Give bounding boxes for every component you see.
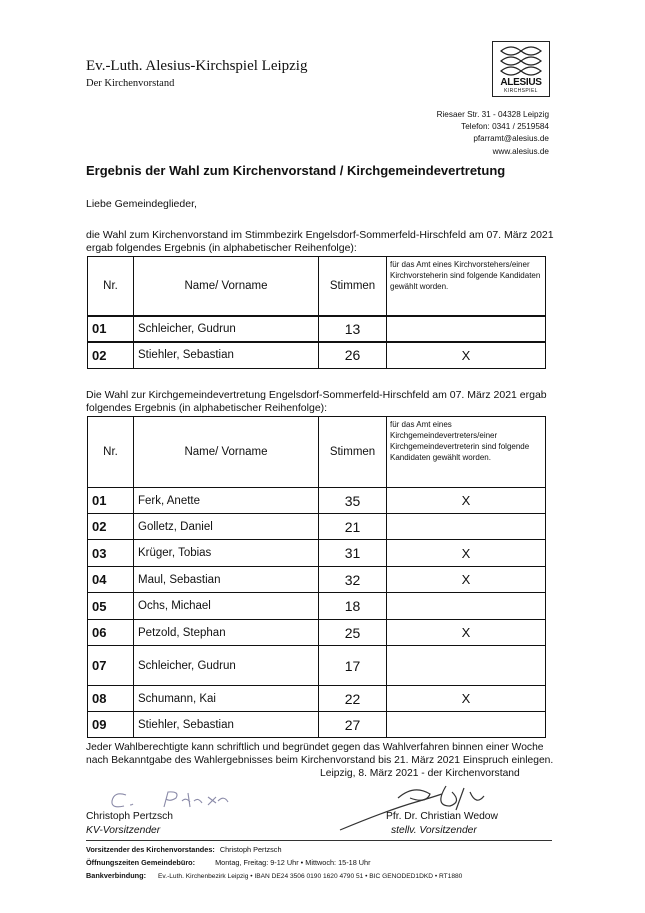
column-header-votes: Stimmen <box>319 257 387 316</box>
row-number: 04 <box>88 567 134 593</box>
row-number: 01 <box>88 488 134 514</box>
candidate-name-text: Schleicher, Gudrun <box>138 659 236 672</box>
row-number: 07 <box>88 646 134 686</box>
table-row <box>88 567 546 593</box>
objection-notice: Jeder Wahlberechtigte kann schriftlich und begründet gegen das Wahlverfahren binnen einer Woche nach Bekanntgabe des Wahlergebnisses beim Kirchenvorstand bis 21. März 2021 Einspruch einlegen. <box>86 742 554 767</box>
vote-count: 27 <box>319 712 387 738</box>
elected-mark: X <box>387 567 546 593</box>
place-date: Leipzig, 8. März 2021 - der Kirchenvorstand <box>316 768 520 779</box>
knot-icon <box>497 45 545 77</box>
candidate-name: Golletz, Daniel <box>134 514 319 540</box>
column-header-votes: Stimmen <box>319 417 387 488</box>
row-number: 05 <box>88 593 134 620</box>
vote-count: 13 <box>319 316 387 342</box>
vote-count: 35 <box>319 488 387 514</box>
table-header-row <box>88 417 546 488</box>
column-header-name: Name/ Vorname <box>134 257 319 316</box>
table-row <box>88 316 546 342</box>
table-row <box>88 712 546 738</box>
signer-right-name: Pfr. Dr. Christian Wedow <box>386 811 498 822</box>
table-row <box>88 342 546 369</box>
organization-unit: Der Kirchenvorstand <box>86 78 175 89</box>
table-row <box>88 593 546 620</box>
elected-mark: X <box>387 488 546 514</box>
salutation: Liebe Gemeindeglieder, <box>86 198 197 210</box>
table-row <box>88 514 546 540</box>
vote-count: 25 <box>319 620 387 646</box>
address-email[interactable]: pfarramt@alesius.de <box>473 134 549 144</box>
elected-mark: X <box>387 540 546 567</box>
table-header-row <box>88 257 546 316</box>
vote-count: 32 <box>319 567 387 593</box>
signer-right-role: stellv. Vorsitzender <box>391 825 477 836</box>
candidate-name: Ferk, Anette <box>134 488 319 514</box>
candidate-name: Petzold, Stephan <box>134 620 319 646</box>
signer-left-name: Christoph Pertzsch <box>86 811 173 822</box>
address-phone: Telefon: 0341 / 2519584 <box>461 122 549 132</box>
footer-hours-label: Öffnungszeiten Gemeindebüro: <box>86 858 196 867</box>
column-header-name: Name/ Vorname <box>134 417 319 488</box>
candidate-name: Schleicher, Gudrun <box>134 316 319 342</box>
kirchgemeindevertretung-results-table <box>87 416 546 738</box>
signer-left-role: KV-Vorsitzender <box>86 825 161 836</box>
kirchenvorstand-results-table <box>87 256 546 369</box>
section1-intro: die Wahl zum Kirchenvorstand im Stimmbezirk Engelsdorf-Sommerfeld-Hirschfeld am 07. März 2021 ergab folgendes Ergebnis (in alphabetischer Reihenfolge): <box>86 229 554 254</box>
footer-chair-value: Christoph Pertzsch <box>219 845 282 854</box>
page-title: Ergebnis der Wahl zum Kirchenvorstand / Kirchgemeindevertretung <box>86 163 506 178</box>
column-header-nr: Nr. <box>88 417 134 488</box>
logo-text: ALESIUS <box>500 77 542 88</box>
vote-count: 17 <box>319 646 387 686</box>
table-row <box>88 646 546 686</box>
candidate-name <box>134 646 319 686</box>
candidate-name: Krüger, Tobias <box>134 540 319 567</box>
column-header-elected-note: für das Amt eines Kirchvorstehers/einer Kirchvorsteherin sind folgende Kandidaten gewählt worden. <box>387 257 546 316</box>
table-row <box>88 620 546 646</box>
vote-count: 18 <box>319 593 387 620</box>
column-header-nr: Nr. <box>88 257 134 316</box>
address-block <box>437 109 549 158</box>
footer-hours-value: Montag, Freitag: 9-12 Uhr • Mittwoch: 15-18 Uhr <box>215 858 371 867</box>
footer-divider <box>86 840 552 841</box>
elected-mark <box>387 712 546 738</box>
elected-mark: X <box>387 342 546 369</box>
vote-count: 22 <box>319 686 387 712</box>
candidate-name: Ochs, Michael <box>134 593 319 620</box>
elected-mark: X <box>387 620 546 646</box>
elected-mark <box>387 316 546 342</box>
vote-count: 31 <box>319 540 387 567</box>
vote-count: 21 <box>319 514 387 540</box>
row-number: 09 <box>88 712 134 738</box>
footer-bank-value: Ev.-Luth. Kirchenbezirk Leipzig • IBAN DE24 3506 0190 1620 4790 51 • BIC GENODED1DKD • RT1880 <box>158 873 463 880</box>
alesius-logo <box>492 41 550 97</box>
row-number: 02 <box>88 342 134 369</box>
candidate-name: Stiehler, Sebastian <box>134 342 319 369</box>
candidate-name: Maul, Sebastian <box>134 567 319 593</box>
row-number: 03 <box>88 540 134 567</box>
candidate-name: Schumann, Kai <box>134 686 319 712</box>
row-number: 06 <box>88 620 134 646</box>
table-row <box>88 686 546 712</box>
column-header-elected-note: für das Amt eines Kirchgemeindevertreters/einer Kirchgemeindevertreterin sind folgende Kandidaten gewählt worden. <box>387 417 546 488</box>
table-row <box>88 488 546 514</box>
footer-bank-label: Bankverbindung: <box>86 871 146 880</box>
footer-hours <box>86 858 371 867</box>
footer-chair-label: Vorsitzender des Kirchenvorstandes: <box>86 845 215 854</box>
row-number: 02 <box>88 514 134 540</box>
signature-left <box>84 789 234 813</box>
footer-bank <box>86 871 462 880</box>
vote-count: 26 <box>319 342 387 369</box>
elected-mark: X <box>387 686 546 712</box>
elected-mark <box>387 646 546 686</box>
row-number: 08 <box>88 686 134 712</box>
section2-intro: Die Wahl zur Kirchgemeindevertretung Engelsdorf-Sommerfeld-Hirschfeld am 07. März 2021 ergab folgendes Ergebnis (in alphabetischer Reihenfolge): <box>86 389 547 414</box>
footer-chair <box>86 845 282 854</box>
organization-name: Ev.-Luth. Alesius-Kirchspiel Leipzig <box>86 58 308 74</box>
address-street: Riesaer Str. 31 - 04328 Leipzig <box>436 110 549 119</box>
table-row <box>88 540 546 567</box>
row-number: 01 <box>88 316 134 342</box>
elected-mark <box>387 593 546 620</box>
elected-mark <box>387 514 546 540</box>
candidate-name: Stiehler, Sebastian <box>134 712 319 738</box>
logo-subtext: KIRCHSPIEL <box>504 88 538 94</box>
address-website[interactable]: www.alesius.de <box>492 146 549 156</box>
